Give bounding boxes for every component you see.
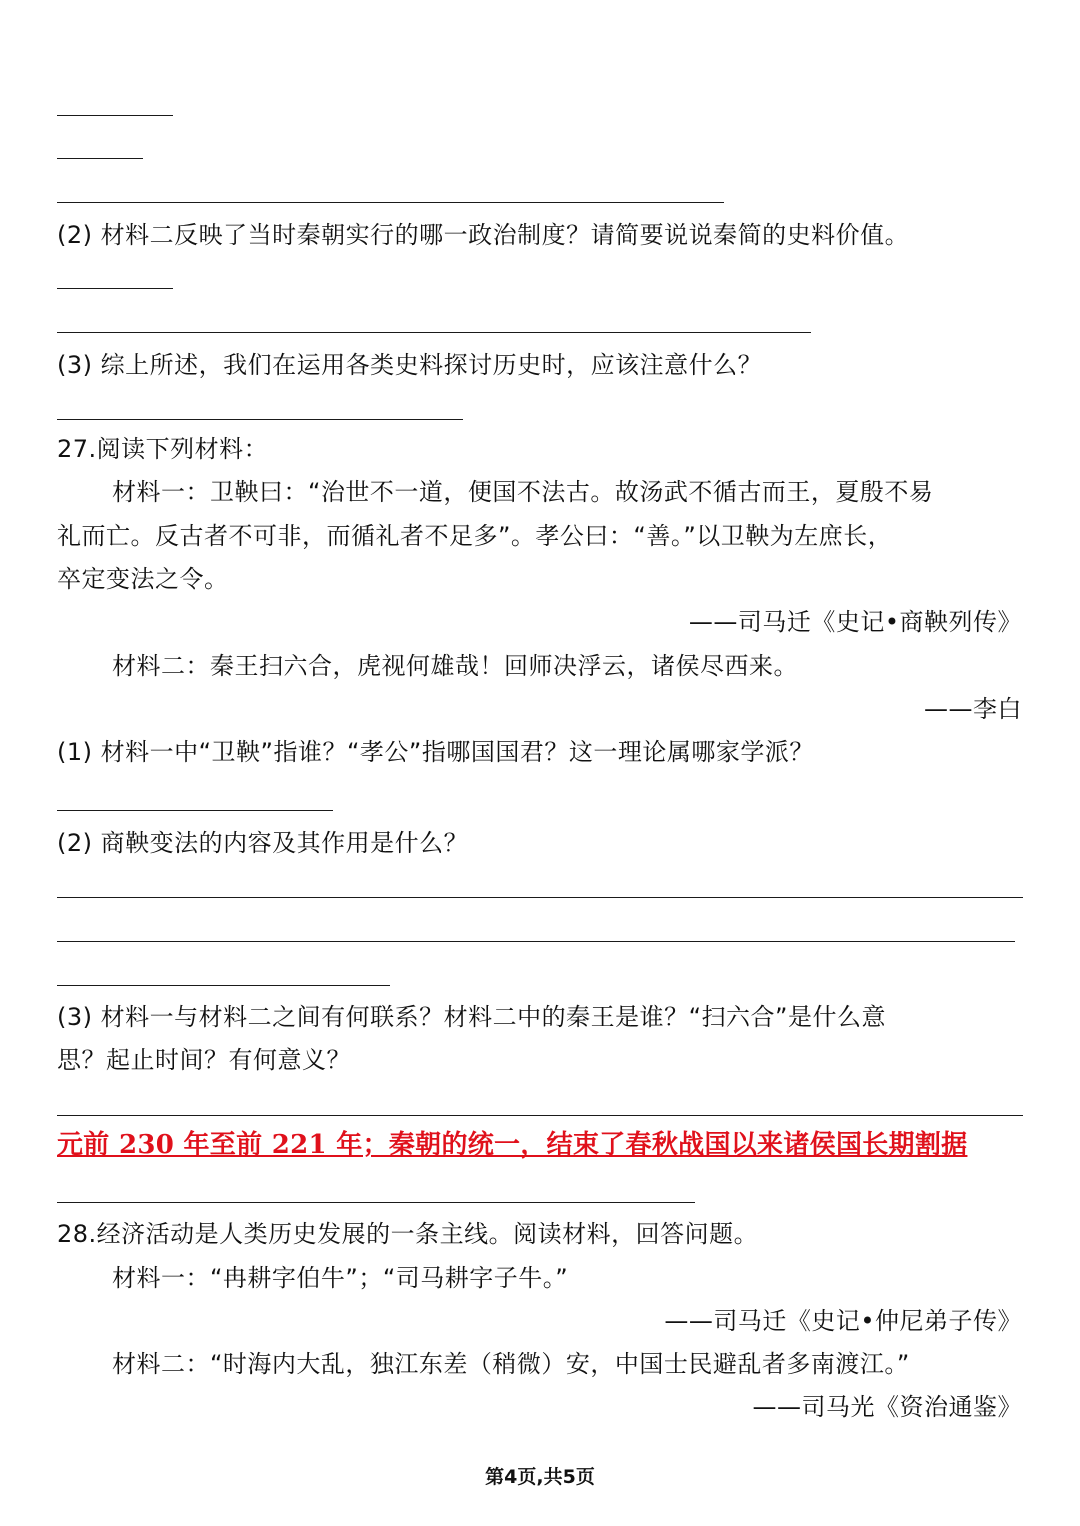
q27-material1-line2: 礼而亡。反古者不可非，而循礼者不足多”。孝公曰：“善。”以卫鞅为左庶长， (57, 522, 893, 550)
q27-sub3-question-line2: 思？起止时间？有何意义？ (57, 1046, 351, 1074)
q26-sub2-question: (2) 材料二反映了当时秦朝实行的哪一政治制度？请简要说说秦简的史料价值。 (57, 221, 910, 249)
q27-material1-line3: 卒定变法之令。 (57, 565, 229, 593)
answer-blank-line (57, 985, 390, 986)
q27-title: 27.阅读下列材料： (57, 435, 269, 463)
page-number-footer: 第4页,共5页 (485, 1466, 595, 1488)
answer-blank-line (57, 332, 811, 333)
q27-material1-source: ——司马迁《史记•商鞅列传》 (688, 608, 1022, 636)
answer-blank-line (57, 810, 333, 811)
q28-material1-source: ——司马迁《史记•仲尼弟子传》 (664, 1307, 1022, 1335)
answer-blank-line (57, 419, 463, 420)
answer-blank-line (57, 1115, 1023, 1116)
red-answer-text: 元前 230 年至前 221 年；秦朝的统一，结束了春秋战国以来诸侯国长期割据 (57, 1130, 968, 1160)
q26-sub3-question: (3) 综上所述，我们在运用各类史料探讨历史时，应该注意什么？ (57, 351, 763, 379)
q27-sub2-question: (2) 商鞅变法的内容及其作用是什么？ (57, 829, 469, 857)
answer-blank-line (57, 115, 173, 116)
answer-blank-line (57, 202, 724, 203)
answer-blank-line (57, 941, 1015, 942)
q27-sub3-question-line1: (3) 材料一与材料二之间有何联系？材料二中的秦王是谁？“扫六合”是什么意 (57, 1003, 886, 1031)
q28-material2-source: ——司马光《资治通鉴》 (752, 1393, 1022, 1421)
q27-material2-source: ——李白 (924, 695, 1022, 723)
q27-material2: 材料二：秦王扫六合，虎视何雄哉！回师决浮云，诸侯尽西来。 (112, 652, 798, 680)
answer-blank-line (57, 288, 173, 289)
q28-material1: 材料一：“冉耕字伯牛”；“司马耕字子牛。” (112, 1264, 569, 1292)
q28-title: 28.经济活动是人类历史发展的一条主线。阅读材料，回答问题。 (57, 1220, 759, 1248)
answer-blank-line (57, 158, 143, 159)
answer-blank-line (57, 897, 1023, 898)
q27-material1-line1: 材料一：卫鞅曰：“治世不一道，便国不法古。故汤武不循古而王，夏殷不易 (112, 478, 934, 506)
answer-blank-line (57, 1202, 695, 1203)
q27-sub1-question: (1) 材料一中“卫鞅”指谁？“孝公”指哪国国君？这一理论属哪家学派？ (57, 738, 814, 766)
q28-material2: 材料二：“时海内大乱，独江东差（稍微）安，中国士民避乱者多南渡江。” (112, 1350, 910, 1378)
